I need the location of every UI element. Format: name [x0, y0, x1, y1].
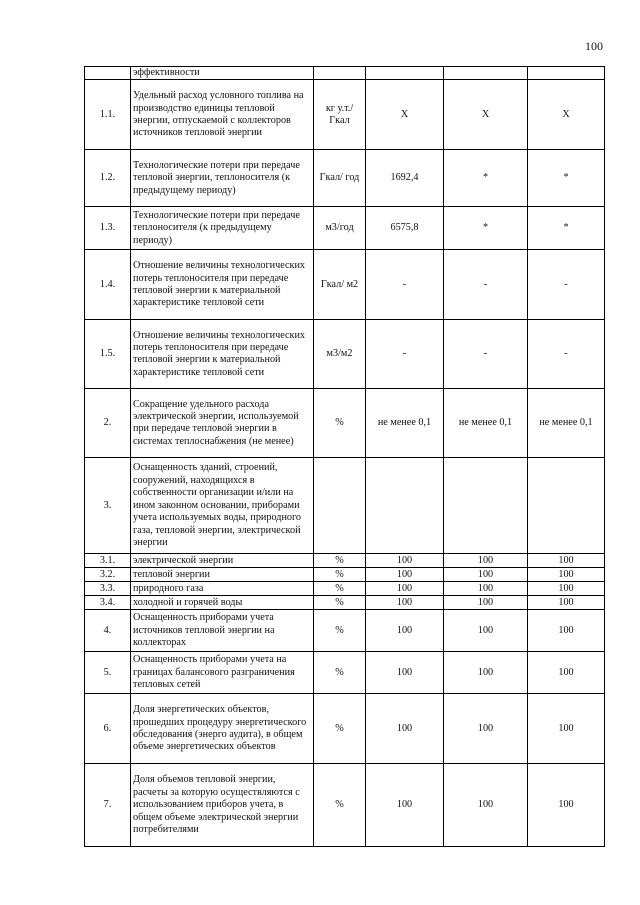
row-name: электрической энергии	[131, 554, 314, 568]
row-value-1: 1692,4	[366, 150, 444, 207]
row-unit: м3/год	[314, 207, 366, 250]
row-name: природного газа	[131, 582, 314, 596]
row-value-1: 100	[366, 694, 444, 764]
row-value-2: 100	[444, 568, 528, 582]
row-unit: %	[314, 582, 366, 596]
row-name: тепловой энергии	[131, 568, 314, 582]
row-number: 1.4.	[85, 250, 131, 320]
row-number: 1.1.	[85, 80, 131, 150]
row-number: 7.	[85, 764, 131, 847]
row-value-1: 100	[366, 610, 444, 652]
row-unit: %	[314, 694, 366, 764]
row-name: Отношение величины технологических потерь теплоносителя при передаче тепловой энергии к материальной характеристике тепловой сети	[131, 320, 314, 389]
row-number: 1.5.	[85, 320, 131, 389]
row-value-2: X	[444, 80, 528, 150]
row-unit: Гкал/ м2	[314, 250, 366, 320]
row-number: 4.	[85, 610, 131, 652]
row-value-2	[444, 458, 528, 554]
row-unit: %	[314, 610, 366, 652]
row-number: 3.	[85, 458, 131, 554]
indicators-table	[84, 66, 605, 847]
row-value-2: 100	[444, 610, 528, 652]
row-number: 3.4.	[85, 596, 131, 610]
row-unit: %	[314, 389, 366, 458]
row-name: Сокращение удельного расхода электрической энергии, используемой при передаче тепловой энергии в системах теплоснабжения (не менее)	[131, 389, 314, 458]
row-name: Отношение величины технологических потерь теплоносителя при передаче тепловой энергии к материальной характеристике тепловой сети	[131, 250, 314, 320]
row-number: 2.	[85, 389, 131, 458]
row-value-3	[528, 458, 605, 554]
table-row	[85, 596, 605, 610]
table-row	[85, 150, 605, 207]
table-row	[85, 67, 605, 80]
table-row	[85, 207, 605, 250]
row-value-1: не менее 0,1	[366, 389, 444, 458]
table-row	[85, 694, 605, 764]
table-row	[85, 652, 605, 694]
row-unit: м3/м2	[314, 320, 366, 389]
row-value-1: 100	[366, 554, 444, 568]
row-unit: %	[314, 568, 366, 582]
row-value-2: 100	[444, 596, 528, 610]
row-value-1: 100	[366, 568, 444, 582]
table-row	[85, 389, 605, 458]
table-row	[85, 554, 605, 568]
row-value-3: 100	[528, 610, 605, 652]
row-name: Удельный расход условного топлива на производство единицы тепловой энергии, отпускаемой с коллекторов источников тепловой энергии	[131, 80, 314, 150]
row-value-2: не менее 0,1	[444, 389, 528, 458]
row-value-1: X	[366, 80, 444, 150]
row-name: Технологические потери при передаче тепловой энергии, теплоносителя (к предыдущему периоду)	[131, 150, 314, 207]
row-value-2: 100	[444, 582, 528, 596]
row-value-1	[366, 458, 444, 554]
row-value-1: 100	[366, 652, 444, 694]
row-value-1: -	[366, 320, 444, 389]
table-row	[85, 764, 605, 847]
row-value-3: -	[528, 250, 605, 320]
row-value-3: 100	[528, 596, 605, 610]
row-value-2: 100	[444, 694, 528, 764]
row-value-3	[528, 67, 605, 80]
row-name: Доля объемов тепловой энергии, расчеты за которую осуществляются с использованием приборов учета, в общем объеме электрической энергии потребителями	[131, 764, 314, 847]
row-value-3: -	[528, 320, 605, 389]
row-name: Оснащенность приборами учета источников тепловой энергии на коллекторах	[131, 610, 314, 652]
row-value-3: 100	[528, 554, 605, 568]
row-name: Доля энергетических объектов, прошедших процедуру энергетического обследования (энерго аудита), в общем объеме энергетических объектов	[131, 694, 314, 764]
row-value-3: не менее 0,1	[528, 389, 605, 458]
row-unit	[314, 458, 366, 554]
table-row	[85, 610, 605, 652]
row-value-3: 100	[528, 568, 605, 582]
row-value-1	[366, 67, 444, 80]
row-name: эффективности	[131, 67, 314, 80]
row-unit: Гкал/ год	[314, 150, 366, 207]
row-value-2: *	[444, 207, 528, 250]
row-number	[85, 67, 131, 80]
row-value-3: 100	[528, 764, 605, 847]
row-number: 3.2.	[85, 568, 131, 582]
row-unit: %	[314, 554, 366, 568]
table-row	[85, 568, 605, 582]
row-value-1: -	[366, 250, 444, 320]
row-number: 6.	[85, 694, 131, 764]
row-value-1: 100	[366, 764, 444, 847]
table-row	[85, 582, 605, 596]
row-unit: %	[314, 596, 366, 610]
row-unit	[314, 67, 366, 80]
row-value-2: *	[444, 150, 528, 207]
row-name: холодной и горячей воды	[131, 596, 314, 610]
page-number: 100	[585, 39, 603, 53]
row-value-3: *	[528, 207, 605, 250]
row-value-2: -	[444, 320, 528, 389]
table-row	[85, 458, 605, 554]
table-row	[85, 250, 605, 320]
row-value-2	[444, 67, 528, 80]
row-number: 1.2.	[85, 150, 131, 207]
row-value-1: 100	[366, 596, 444, 610]
row-unit: %	[314, 764, 366, 847]
row-value-3: 100	[528, 694, 605, 764]
row-name: Оснащенность приборами учета на границах балансового разграничения тепловых сетей	[131, 652, 314, 694]
row-value-2: 100	[444, 554, 528, 568]
row-value-2: 100	[444, 764, 528, 847]
row-unit: %	[314, 652, 366, 694]
row-value-3: *	[528, 150, 605, 207]
row-number: 5.	[85, 652, 131, 694]
row-number: 3.1.	[85, 554, 131, 568]
row-value-2: -	[444, 250, 528, 320]
row-value-1: 100	[366, 582, 444, 596]
row-number: 3.3.	[85, 582, 131, 596]
row-number: 1.3.	[85, 207, 131, 250]
row-value-1: 6575,8	[366, 207, 444, 250]
row-value-2: 100	[444, 652, 528, 694]
table-row	[85, 320, 605, 389]
table-row	[85, 80, 605, 150]
row-name: Оснащенность зданий, строений, сооружений, находящихся в собственности организации и/или на ином законном основании, приборами учета используемых воды, природного газа, тепловой энергии, электрической энергии	[131, 458, 314, 554]
row-value-3: 100	[528, 652, 605, 694]
row-value-3: X	[528, 80, 605, 150]
row-unit: кг у.т./ Гкал	[314, 80, 366, 150]
row-name: Технологические потери при передаче теплоносителя (к предыдущему периоду)	[131, 207, 314, 250]
row-value-3: 100	[528, 582, 605, 596]
